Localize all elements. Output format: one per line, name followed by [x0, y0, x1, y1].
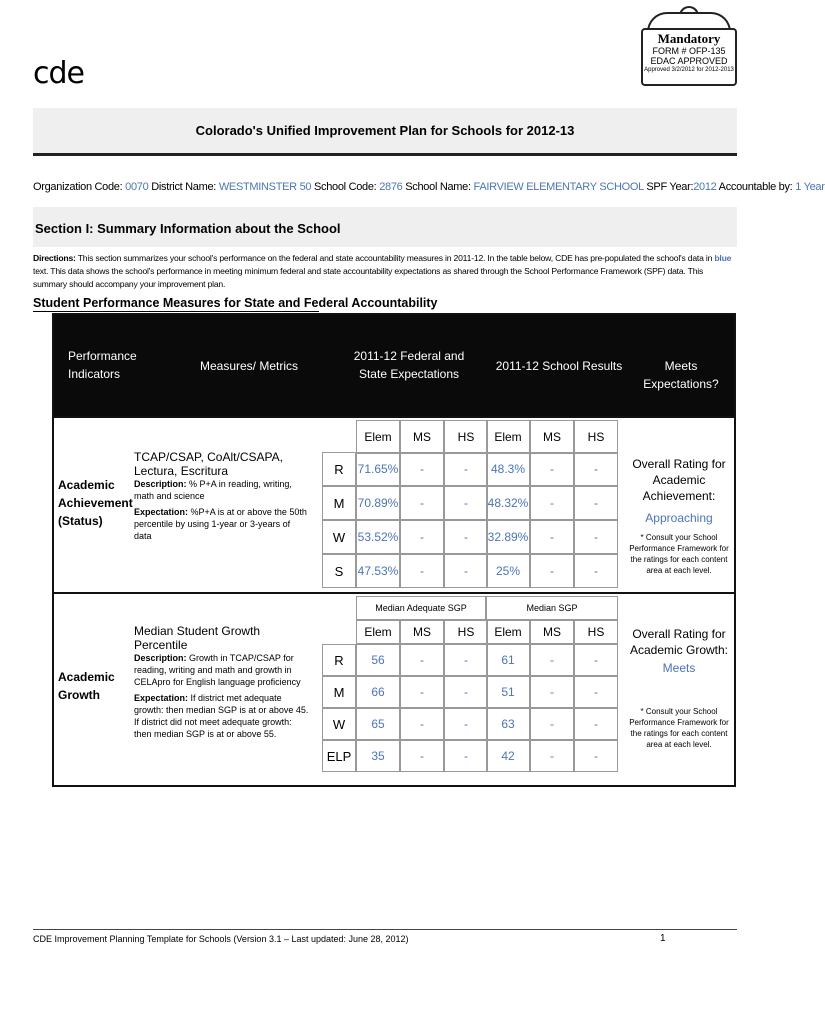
result-value: -: [574, 644, 618, 676]
growth-description: [134, 652, 310, 688]
growth-metric: [134, 624, 310, 740]
page-number: 1: [660, 933, 666, 944]
section-title: Section I: Summary Information about the School: [35, 221, 341, 236]
plan-title-bar: [33, 108, 737, 156]
result-value: -: [574, 554, 618, 588]
header-metrics: Measures/ Metrics: [199, 359, 299, 373]
result-value: -: [574, 486, 618, 520]
district-name: WESTMINSTER 50: [218, 181, 312, 193]
directions-blue-word: blue: [714, 253, 732, 263]
result-value: -: [574, 708, 618, 740]
result-value: -: [530, 644, 574, 676]
section-title-bar: [33, 207, 737, 247]
level-header-exp: Elem: [356, 420, 400, 454]
growth-rating: [624, 626, 734, 750]
result-value: 51: [486, 676, 530, 708]
header-results: 2011-12 School Results: [495, 359, 623, 373]
result-value: -: [530, 520, 574, 554]
level-header-exp: MS: [400, 420, 444, 454]
expectation-value: 70.89%: [356, 486, 400, 520]
stamp-status: EDAC APPROVED: [650, 56, 728, 66]
expectation-value: 35: [356, 740, 400, 772]
expectation-value: 56: [356, 644, 400, 676]
growth-metric-title: Median Student Growth Percentile: [134, 624, 261, 652]
result-value: -: [530, 676, 574, 708]
expectation-value: -: [444, 452, 488, 486]
expectation-value: -: [400, 740, 444, 772]
subject-label: M: [322, 486, 356, 520]
level-header-exp: Elem: [356, 620, 400, 644]
growth-expectation-label: Expectation:: [134, 693, 189, 703]
expectation-value: -: [444, 740, 488, 772]
level-header-res: HS: [574, 620, 618, 644]
expectation-value: -: [400, 644, 444, 676]
spf-year: 2012: [693, 181, 717, 193]
growth-rating-title: Overall Rating for Academic Growth:: [629, 627, 729, 657]
expectation-value: -: [444, 644, 488, 676]
level-header-res: Elem: [486, 620, 530, 644]
result-value: -: [530, 708, 574, 740]
achievement-expectation-label: Expectation:: [134, 507, 189, 517]
result-value: -: [574, 520, 618, 554]
growth-expectation-text: If district met adequate growth: then median SGP is at or above 45.: [134, 693, 309, 715]
expectation-value: -: [400, 486, 444, 520]
achievement-metric-title: TCAP/CSAP, CoAlt/CSAPA, Lectura, Escritura: [134, 450, 283, 478]
result-value: -: [574, 740, 618, 772]
achievement-description-text: % P+A in reading, writing, math and science: [134, 479, 292, 501]
level-header-res: Elem: [486, 420, 530, 454]
result-value: -: [530, 740, 574, 772]
expectation-value: -: [400, 676, 444, 708]
achievement-metric: [134, 450, 310, 542]
level-header-exp: MS: [400, 620, 444, 644]
result-value: -: [530, 452, 574, 486]
expectation-value: -: [400, 554, 444, 588]
expectation-value: -: [444, 554, 488, 588]
level-header-exp: HS: [444, 420, 488, 454]
org-code: 0070: [125, 181, 149, 193]
growth-rating-value: Meets: [662, 661, 696, 675]
level-header-res: MS: [530, 620, 574, 644]
growth-expectation-2: If district did not meet adequate growth: then median SGP is at or above 55.: [134, 717, 292, 739]
subject-label: W: [322, 708, 356, 740]
achievement-description: [134, 478, 310, 502]
result-value: 42: [486, 740, 530, 772]
expectation-value: 47.53%: [356, 554, 400, 588]
spf-year-label: SPF Year:: [646, 181, 694, 193]
directions-part-a: This section summarizes your school's performance on the federal and state accountability measures in 2011-12. In the table below, CDE has pre-populated the school's data in: [77, 253, 713, 263]
achievement-rating-value: Approaching: [645, 511, 713, 525]
expectation-value: -: [400, 452, 444, 486]
growth-expectation: [134, 692, 310, 716]
accountable-label: Accountable by:: [718, 181, 793, 193]
level-header-exp: HS: [444, 620, 488, 644]
header-indicators: Performance Indicators: [68, 349, 137, 381]
achievement-label: Academic Achievement (Status): [58, 478, 133, 528]
school-name: FAIRVIEW ELEMENTARY SCHOOL: [473, 181, 644, 193]
district-label: District Name:: [151, 181, 217, 193]
cde-logo: cde: [33, 56, 84, 91]
growth-description-label: Description:: [134, 653, 187, 663]
result-value: -: [574, 452, 618, 486]
accountable-value: 1 Year: [795, 181, 825, 193]
expectation-value: -: [444, 676, 488, 708]
growth-label: Academic Growth: [58, 670, 115, 702]
school-name-label: School Name:: [405, 181, 471, 193]
level-header-res: HS: [574, 420, 618, 454]
org-code-label: Organization Code:: [33, 181, 123, 193]
expectation-value: -: [444, 520, 488, 554]
level-header-res: MS: [530, 420, 574, 454]
achievement-rating-title: Overall Rating for Academic Achievement:: [632, 457, 726, 503]
organization-line: [33, 181, 825, 193]
stamp-body: [641, 28, 737, 86]
footer-text: CDE Improvement Planning Template for Schools (Version 3.1 – Last updated: June 28, 2012): [33, 934, 409, 944]
expectation-value: 71.65%: [356, 452, 400, 486]
directions-label: Directions:: [33, 253, 76, 263]
achievement-expectation-text: %P+A is at or above the 50th percentile by using 1-year or 3-years of data: [134, 507, 307, 541]
growth-note: * Consult your School Performance Framework for the ratings for each content area at each level.: [629, 707, 729, 749]
achievement-description-label: Description:: [134, 479, 187, 489]
results-group-header: Median SGP: [486, 596, 618, 620]
expectation-value: 65: [356, 708, 400, 740]
achievement-expectation: [134, 506, 310, 542]
expectation-value: 66: [356, 676, 400, 708]
result-value: 25%: [486, 554, 530, 588]
footer-rule: [33, 929, 737, 930]
subject-label: M: [322, 676, 356, 708]
expectation-value: 53.52%: [356, 520, 400, 554]
table-heading: Student Performance Measures for State and Federal Accountability: [33, 296, 438, 310]
achievement-note: * Consult your School Performance Framework for the ratings for each content area at each level.: [629, 533, 729, 575]
result-value: 32.89%: [486, 520, 530, 554]
result-value: 61: [486, 644, 530, 676]
expectation-group-header: Median Adequate SGP: [356, 596, 486, 620]
school-code-label: School Code:: [313, 181, 377, 193]
school-code: 2876: [379, 181, 403, 193]
expectation-value: -: [400, 520, 444, 554]
expectation-value: -: [444, 486, 488, 520]
achievement-section: [54, 416, 734, 589]
subject-label: R: [322, 452, 356, 486]
result-value: -: [574, 676, 618, 708]
result-value: -: [530, 554, 574, 588]
directions-text: [33, 252, 737, 291]
expectation-value: -: [400, 708, 444, 740]
stamp-approved: Approved 3/2/2012 for 2012-2013: [644, 67, 734, 73]
subject-label: ELP: [322, 740, 356, 772]
directions-part-b: text. This data shows the school's performance in meeting minimum federal and state accountability expectations as shared through the School Performance Framework (SPF) data. This summary should accompany your improvement plan.: [33, 266, 704, 289]
plan-title: Colorado's Unified Improvement Plan for Schools for 2012-13: [195, 123, 575, 138]
performance-table: [52, 313, 736, 787]
header-meets: Meets Expectations?: [643, 359, 719, 391]
subject-label: S: [322, 554, 356, 588]
growth-description-text: Growth in TCAP/CSAP for reading, writing and math and growth in CELApro for English language proficiency: [134, 653, 301, 687]
table-header-row: [54, 315, 734, 416]
subject-label: R: [322, 644, 356, 676]
growth-section: [54, 592, 734, 785]
result-value: 63: [486, 708, 530, 740]
result-value: 48.3%: [486, 452, 530, 486]
stamp-form: FORM # OFP-135: [652, 46, 726, 56]
mandatory-stamp: [641, 6, 737, 86]
result-value: -: [530, 486, 574, 520]
header-expectations: 2011-12 Federal and State Expectations: [353, 349, 465, 381]
expectation-value: -: [444, 708, 488, 740]
achievement-rating: [624, 456, 734, 576]
subject-label: W: [322, 520, 356, 554]
stamp-title: Mandatory: [657, 31, 721, 46]
result-value: 48.32%: [486, 486, 530, 520]
